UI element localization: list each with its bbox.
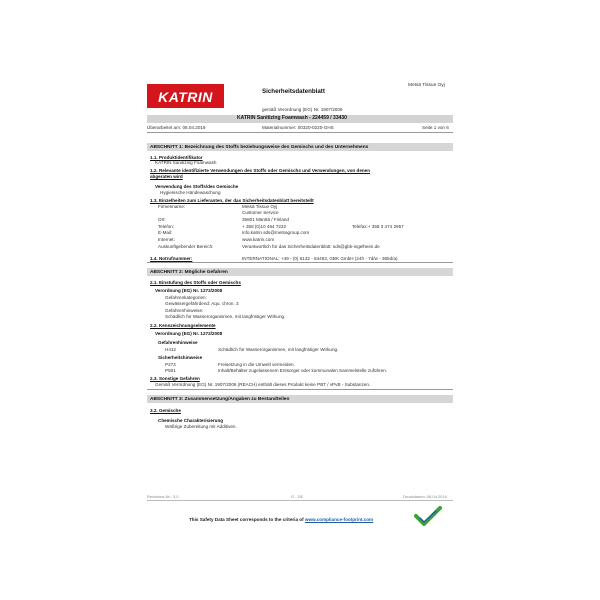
supplier-label: Ort:: [158, 217, 166, 222]
supplier-label: E-Mail:: [158, 230, 173, 235]
supplier-fax: Telefax:+ 358 3 474 2957: [352, 224, 404, 229]
chem-label: Chemische Charakterisierung: [158, 418, 224, 423]
product-name: KATRIN Sanitizing Foamwash: [155, 160, 217, 165]
doc-title: Sicherheitsdatenblatt: [262, 88, 325, 95]
safety-text: Freisetzung in die Umwelt vermeiden.: [218, 362, 295, 367]
section-1-rule: [147, 262, 453, 263]
supplier-value: Customer Service: [242, 210, 279, 215]
compliance-prefix: This Safety Data Sheet corresponds to the criteria of: [189, 517, 305, 522]
section-2-rule: [147, 389, 453, 390]
section-2-header: [147, 268, 453, 276]
product-bar: [147, 115, 453, 123]
katrin-logo: [147, 84, 224, 108]
hazard-text: Schädlich für Wasserorganismen, mit langfristiger Wirkung.: [218, 347, 339, 352]
product-title: KATRIN Sanitizing Foamwash - 224459 / 33430: [237, 115, 347, 121]
footer-rule: [147, 500, 453, 501]
emergency-number: INTERNATIONAL: +49 - (0) 6132 - 84463, GBK GmbH (24h - 7d/w - 365d/a): [242, 256, 398, 261]
classification-line: Gefahrenkategorien:: [165, 295, 207, 300]
classification-line: Gewässergefährdend: Aqu. chron. 3: [165, 301, 239, 306]
company-name: Metsä Tissue Oyj: [408, 83, 445, 88]
classification-line: Schädlich für Wasserorganismen, mit langfristiger Wirkung.: [165, 314, 286, 319]
chem-value: Wäßrige Zubereitung mit Additiven.: [165, 424, 237, 429]
regulation-label: Verordnung (EG) Nr. 1272/2008: [155, 288, 223, 293]
print-date: Druckdatum: 08.04.2019: [403, 494, 447, 499]
hazard-label: Gefahrenhinweise: [158, 340, 198, 345]
revised-date: Überarbeitet am: 08.04.2019: [147, 125, 206, 130]
use-value: Hygienische Händewaschung: [160, 190, 221, 195]
revision-number: Revisions-Nr.: 3,0: [147, 494, 179, 499]
safety-label: Sicherheitshinweise: [158, 355, 203, 360]
section-1-header: [147, 143, 453, 151]
use-label: Verwendung des Stoffs/des Gemische: [155, 184, 239, 189]
supplier-label: Telefon:: [158, 224, 175, 229]
h1-4: 1.4. Notrufnummer:: [150, 256, 193, 261]
supplier-value: Verantwortlich für das Sicherheitsdatenblatt: sds@gbk-ingelheim.de: [242, 244, 380, 249]
compliance-check-icon: [414, 506, 442, 526]
logo-text: KATRIN: [158, 89, 213, 105]
supplier-website-link[interactable]: www.katrin.com: [242, 237, 275, 242]
h1-2-line2: abgeraten wird: [150, 174, 183, 179]
page-number: Seite 1 von 6: [422, 125, 449, 130]
h1-1: 1.1. Produktidentifikator: [150, 155, 203, 160]
h1-3: 1.3. Einzelheiten zum Lieferanten, der das Sicherheitsdatenblatt bereitstellt: [150, 198, 314, 203]
compliance-link[interactable]: www.compliance-footprint.com: [304, 517, 374, 522]
supplier-value: 35801 Mänttä / Finland: [242, 217, 289, 222]
header-rule: [147, 132, 453, 133]
h1-2-line1: 1.2. Relevante identifizierte Verwendungen des Stoffs oder Gemischs und Verwendungen, von denen: [150, 168, 371, 173]
document-code: G - DE: [291, 494, 304, 499]
supplier-label: Internet:: [158, 237, 175, 242]
h2-1: 2.1. Einstufung des Stoffs oder Gemischs: [150, 280, 241, 285]
h2-3: 2.3. Sonstige Gefahren: [150, 376, 200, 381]
supplier-label: Auskunftgebender Bereich:: [158, 244, 214, 249]
section-3-title: ABSCHNITT 3: Zusammensetzung/Angaben zu Bestandteilen: [150, 396, 290, 402]
regulation-line: gemäß Verordnung (EG) Nr. 1907/2006: [262, 107, 343, 112]
supplier-value: + 358 (0)10 464 7222: [242, 224, 287, 229]
h3-2: 3.2. Gemische: [150, 408, 181, 413]
hazard-code: H412: [165, 347, 176, 352]
safety-code: P501: [165, 368, 176, 373]
regulation-label: Verordnung (EG) Nr. 1272/2008: [155, 331, 223, 336]
supplier-label: Firmenname:: [158, 204, 186, 209]
section-1-title: ABSCHNITT 1: Bezeichnung des Stoffs beziehungsweise des Gemischs und des Unternehmens: [150, 144, 369, 150]
material-number: Materialnummer: 00320-0220-GHS: [262, 125, 334, 130]
section-2-title: ABSCHNITT 2: Mögliche Gefahren: [150, 269, 228, 275]
safety-code: P273: [165, 362, 176, 367]
supplier-value: Metsä Tissue Oyj: [242, 204, 278, 209]
compliance-note: [189, 517, 373, 522]
classification-line: Gefahrenhinweise:: [165, 308, 204, 313]
section-3-header: [147, 395, 453, 403]
h2-2: 2.2. Kennzeichnungselemente: [150, 323, 216, 328]
other-hazards: Gemäß Verordnung (EG) Nr. 1907/2006 (REACH) enthält dieses Produkt keine PBT / vPvB - Substanzen.: [155, 382, 371, 387]
supplier-email-link[interactable]: info.katrin.sds@metsagroup.com: [242, 230, 310, 235]
safety-text: Inhalt/Behälter zugelassenem Entsorger oder kommunalen Sammelstelle zuführen.: [218, 368, 388, 373]
